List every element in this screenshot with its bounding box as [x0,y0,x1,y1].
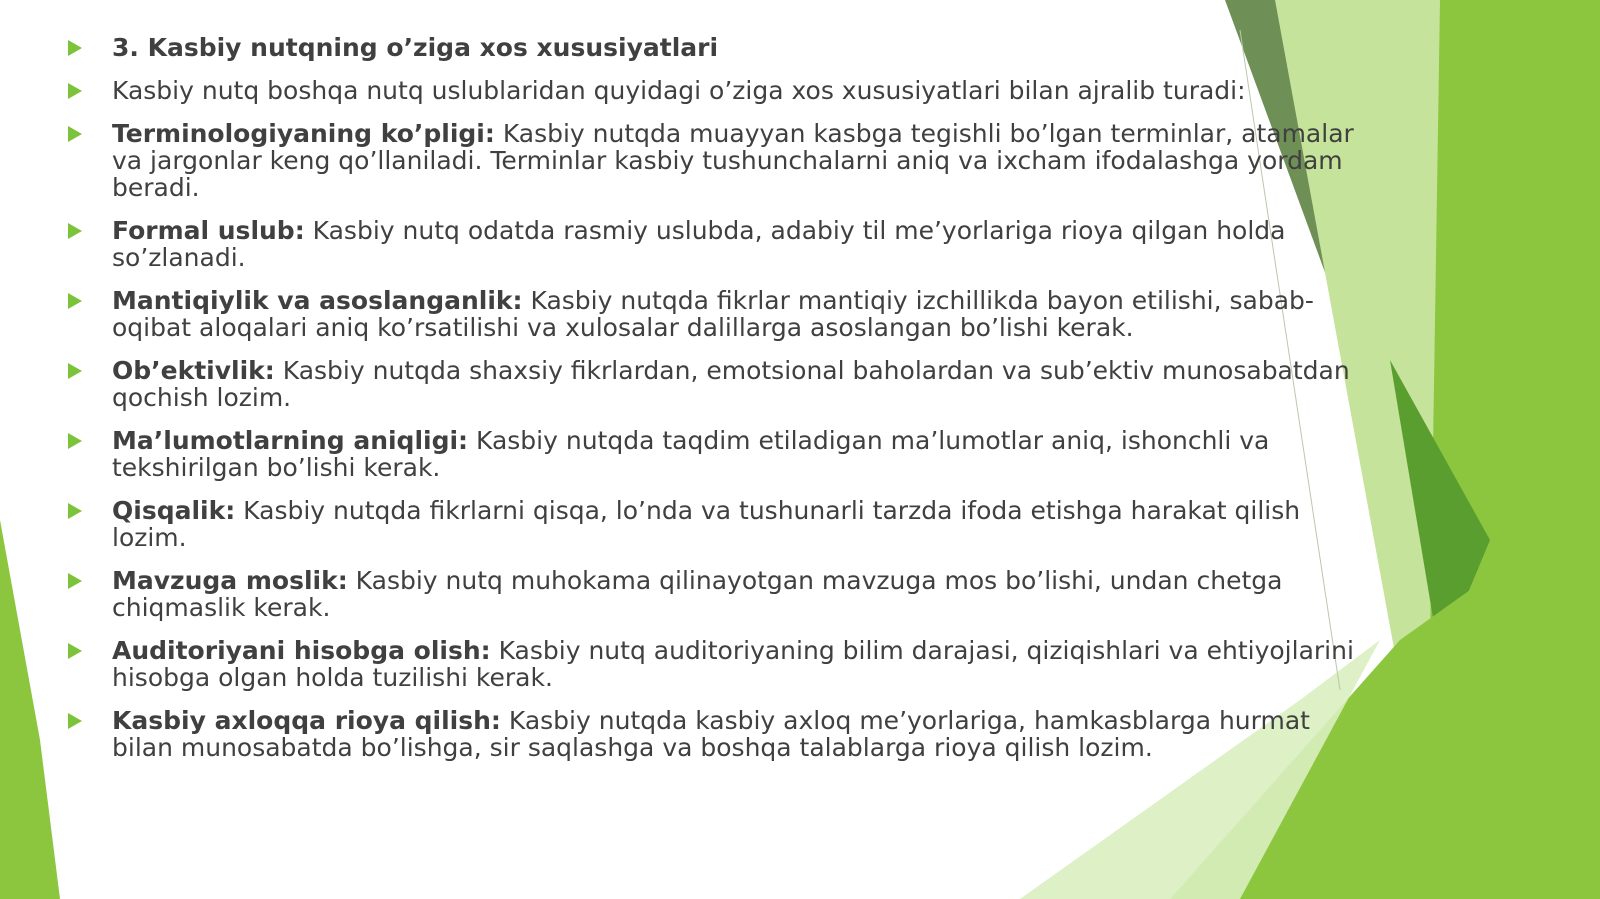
slide-title: 3. Kasbiy nutqning o’ziga xos xususiyatlari [112,33,719,62]
list-item [66,34,1366,61]
item-term: Mavzuga moslik: [112,566,348,595]
bullet-arrow-icon [68,293,82,309]
intro-text: Kasbiy nutq boshqa nutq uslublaridan quyidagi o’ziga xos xususiyatlari bilan ajralib turadi: [112,76,1246,105]
item-text: Kasbiy nutqda fikrlarni qisqa, lo’nda va tushunarli tarzda ifoda etishga harakat qilish lozim. [112,496,1301,552]
item-term: Mantiqiylik va asoslanganlik: [112,286,523,315]
list-item [66,120,1366,201]
bullet-arrow-icon [68,573,82,589]
item-term: Auditoriyani hisobga olish: [112,636,491,665]
list-item [66,217,1366,271]
item-text: Kasbiy nutqda muayyan kasbga tegishli bo’lgan terminlar, atamalar va jargonlar keng qo’llaniladi. Terminlar kasbiy tushunchalarni aniq va ixcham ifodalashga yordam beradi. [112,119,1354,202]
item-term: Kasbiy axloqqa rioya qilish: [112,706,501,735]
item-text: Kasbiy nutqda fikrlar mantiqiy izchillikda bayon etilishi, sabab-oqibat aloqalari aniq ko’rsatilishi va xulosalar dalillarga asoslangan bo’lishi kerak. [112,286,1314,342]
list-item [66,357,1366,411]
list-item [66,287,1366,341]
list-item [66,77,1366,104]
item-text: Kasbiy nutqda taqdim etiladigan ma’lumotlar aniq, ishonchli va tekshirilgan bo’lishi kerak. [112,426,1270,482]
list-item [66,707,1366,761]
bullet-list [66,34,1366,761]
left-green-sliver [0,520,60,899]
item-text: Kasbiy nutq muhokama qilinayotgan mavzuga mos bo’lishi, undan chetga chiqmaslik kerak. [112,566,1283,622]
slide-content [66,34,1366,761]
item-term: Terminologiyaning ko’pligi: [112,119,495,148]
list-item [66,497,1366,551]
item-term: Formal uslub: [112,216,305,245]
list-item [66,427,1366,481]
bullet-arrow-icon [68,433,82,449]
item-text: Kasbiy nutq auditoriyaning bilim darajasi, qiziqishlari va ehtiyojlarini hisobga olgan holda tuzilishi kerak. [112,636,1354,692]
bullet-arrow-icon [68,83,82,99]
item-text: Kasbiy nutqda kasbiy axloq me’yorlariga, hamkasblarga hurmat bilan munosabatda bo’lishga, sir saqlashga va boshqa talablarga rioya qilish lozim. [112,706,1310,762]
item-term: Ob’ektivlik: [112,356,275,385]
bullet-arrow-icon [68,363,82,379]
item-term: Ma’lumotlarning aniqligi: [112,426,469,455]
bullet-arrow-icon [68,126,82,142]
bullet-arrow-icon [68,643,82,659]
item-text: Kasbiy nutqda shaxsiy fikrlardan, emotsional baholardan va sub’ektiv munosabatdan qochish lozim. [112,356,1350,412]
bullet-arrow-icon [68,223,82,239]
bullet-arrow-icon [68,713,82,729]
item-text: Kasbiy nutq odatda rasmiy uslubda, adabiy til me’yorlariga rioya qilgan holda so’zlanadi. [112,216,1286,272]
list-item [66,637,1366,691]
bullet-arrow-icon [68,503,82,519]
list-item [66,567,1366,621]
bullet-arrow-icon [68,40,82,56]
item-term: Qisqalik: [112,496,236,525]
